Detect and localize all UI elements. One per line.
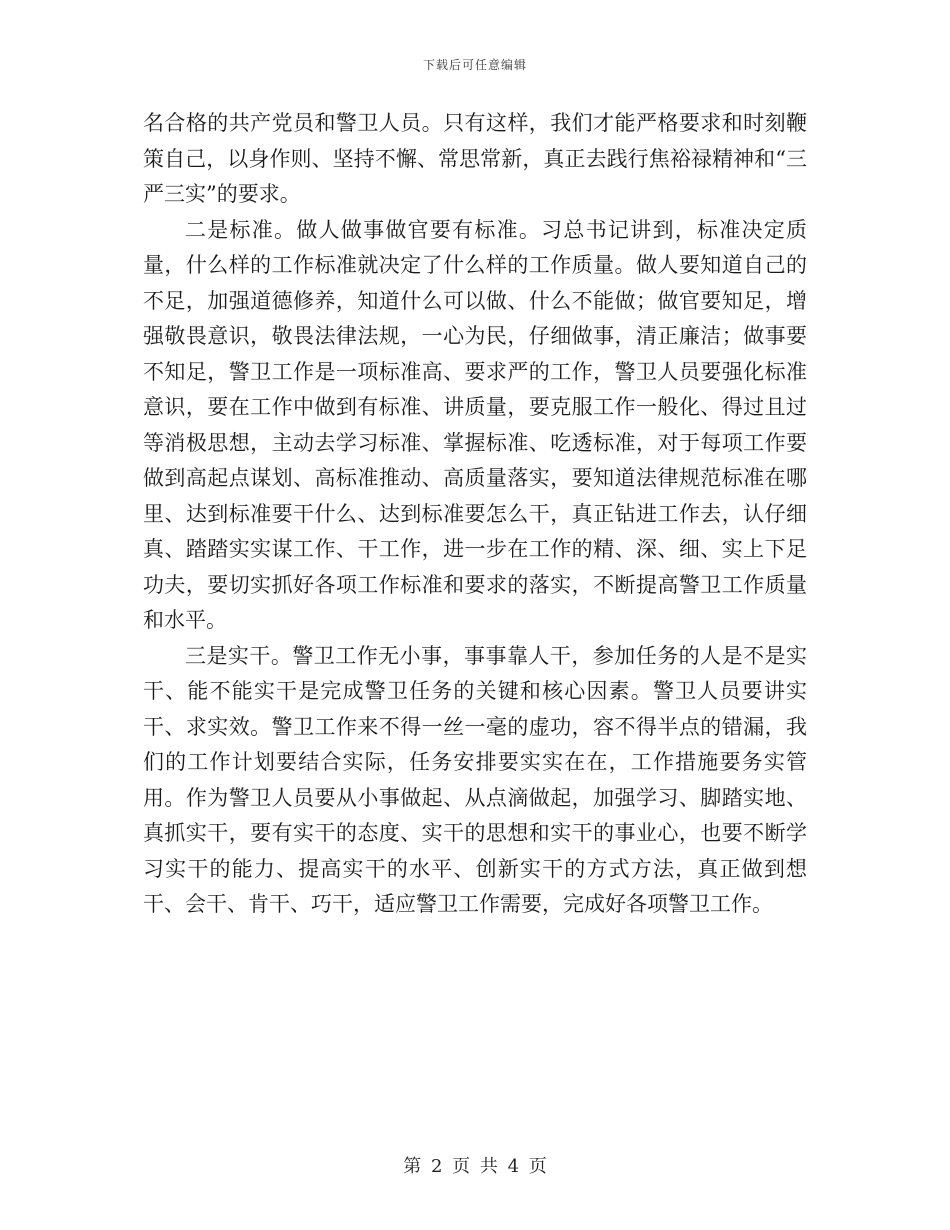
paragraph-3: 三是实干。警卫工作无小事，事事靠人干，参加任务的人是不是实干、能不能实干是完成警卫任务的关键和核心因素。警卫人员要讲实干、求实效。警卫工作来不得一丝一毫的虚功，容不得半点的错漏，我们的工作计划要结合实际，任务安排要实实在在，工作措施要务实管用。作为警卫人员要从小事做起、从点滴做起，加强学习、脚踏实地、真抓实干，要有实干的态度、实干的思想和实干的事业心，也要不断学习实干的能力、提高实干的水平、创新实干的方式方法，真正做到想干、会干、肯干、巧干，适应警卫工作需要，完成好各项警卫工作。 [143, 643, 807, 916]
paragraph-1: 名合格的共产党员和警卫人员。只有这样，我们才能严格要求和时刻鞭策自己，以身作则、坚持不懈、常思常新，真正去践行焦裕禄精神和“三严三实”的要求。 [143, 111, 807, 206]
page-header: 下载后可任意编辑 [422, 58, 527, 72]
document-body [143, 106, 807, 923]
paragraph-2: 二是标准。做人做事做官要有标准。习总书记讲到，标准决定质量，什么样的工作标准就决定了什么样的工作质量。做人要知道自己的不足，加强道德修养，知道什么可以做、什么不能做；做官要知足，增强敬畏意识，敬畏法律法规，一心为民，仔细做事，清正廉洁；做事要不知足，警卫工作是一项标准高、要求严的工作，警卫人员要强化标准意识，要在工作中做到有标准、讲质量，要克服工作一般化、得过且过等消极思想，主动去学习标准、掌握标准、吃透标准，对于每项工作要做到高起点谋划、高标准推动、高质量落实，要知道法律规范标准在哪里、达到标准要干什么、达到标准要怎么干，真正钻进工作去，认仔细真、踏踏实实谋工作、干工作，进一步在工作的精、深、细、实上下足功夫，要切实抓好各项工作标准和要求的落实，不断提高警卫工作质量和水平。 [143, 217, 807, 632]
page-number-footer: 第 2 页 共 4 页 [403, 1156, 547, 1177]
